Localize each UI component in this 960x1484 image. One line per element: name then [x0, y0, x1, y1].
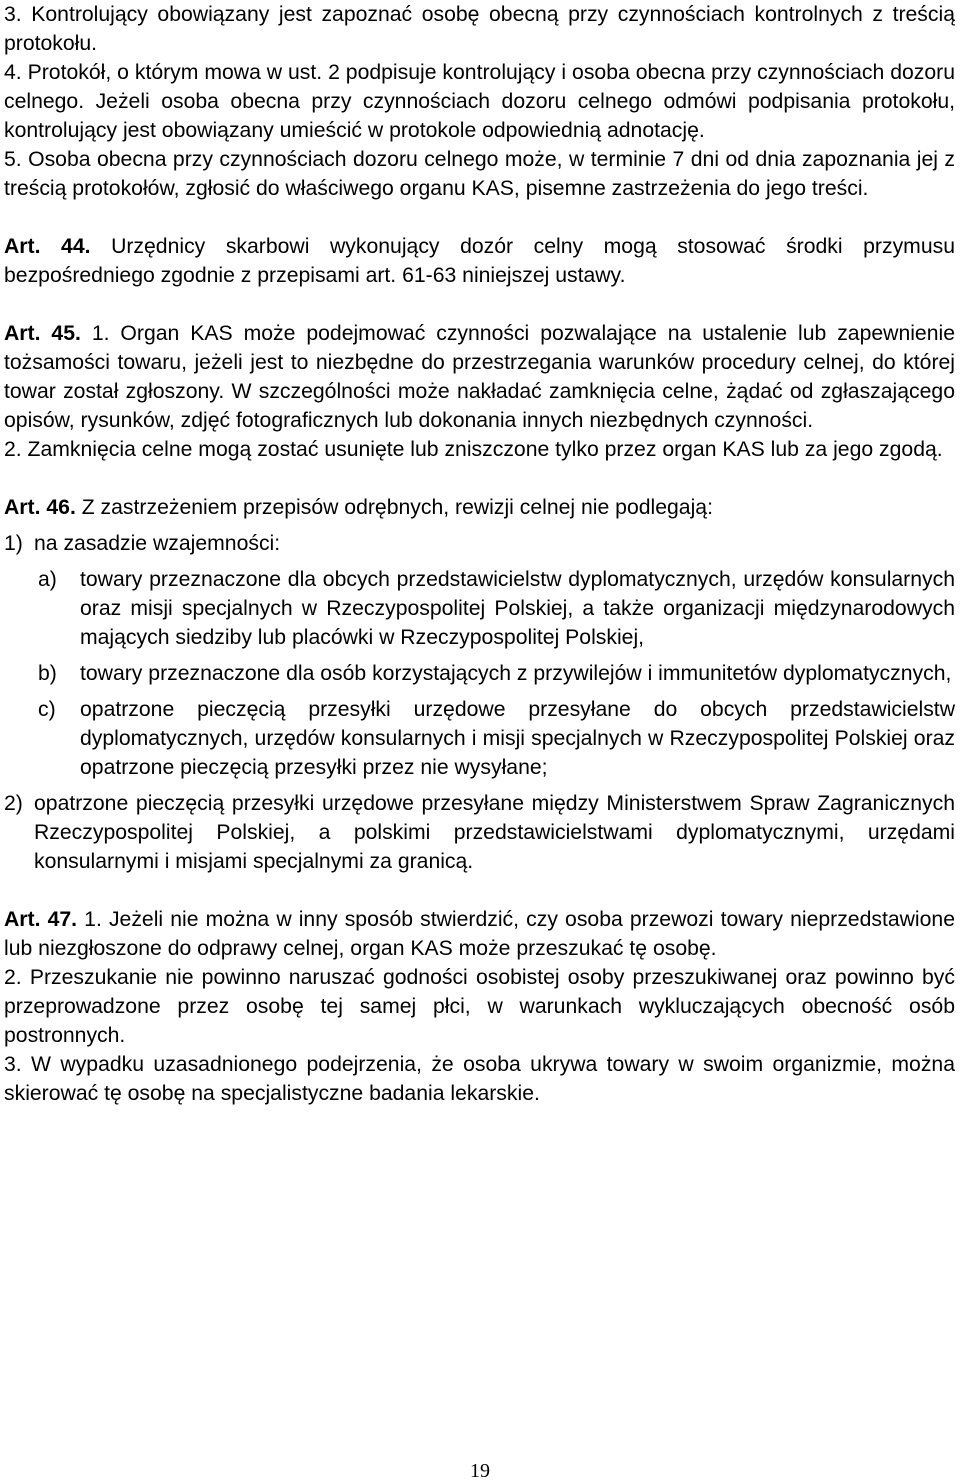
list-item-text: opatrzone pieczęcią przesyłki urzędowe przesyłane do obcych przedstawicielstw dyplomatycznych, urzędów konsularnych i misji specjalnych w Rzeczypospolitej Polskiej oraz opatrzone pieczęcią przesyłki przez nie wysyłane; — [80, 698, 955, 779]
list-item-text: towary przeznaczone dla osób korzystających z przywilejów i immunitetów dyplomatycznych, — [80, 662, 952, 685]
article-47-label: Art. 47. — [4, 908, 78, 931]
list-item-1b — [4, 659, 955, 688]
article-44-text: Urzędnicy skarbowi wykonujący dozór celny mogą stosować środki przymusu bezpośredniego zgodnie z przepisami art. 61-63 niniejszej ustawy. — [4, 235, 955, 287]
list-marker: 1) — [4, 532, 23, 555]
article-47-paragraph-3: 3. W wypadku uzasadnionego podejrzenia, że osoba ukrywa towary w swoim organizmie, można skierować tę osobę na specjalistyczne badania lekarskie. — [4, 1053, 955, 1105]
article-44 — [4, 232, 955, 290]
list-item-1 — [4, 529, 955, 558]
article-45-paragraph-2: 2. Zamknięcia celne mogą zostać usunięte lub zniszczone tylko przez organ KAS lub za jego zgodą. — [4, 438, 943, 461]
article-46-intro — [4, 493, 955, 522]
list-marker: a) — [38, 568, 57, 591]
page-number: 19 — [470, 1460, 490, 1482]
list-marker: c) — [38, 698, 56, 721]
article-47-paragraph-1 — [4, 905, 955, 963]
article-45-paragraph-1 — [4, 319, 955, 435]
document-page — [4, 0, 955, 1108]
list-item-1c — [4, 695, 955, 782]
list-item-2 — [4, 789, 955, 876]
list-marker: 2) — [4, 792, 23, 815]
article-46-label: Art. 46. — [4, 496, 76, 519]
paragraph-art43-3: 3. Kontrolujący obowiązany jest zapoznać osobę obecną przy czynnościach kontrolnych z treścią protokołu. — [4, 3, 955, 55]
paragraph-art43-5: 5. Osoba obecna przy czynnościach dozoru celnego może, w terminie 7 dni od dnia zapoznania jej z treścią protokołów, zgłosić do właściwego organu KAS, pisemne zastrzeżenia do jego treści. — [4, 148, 955, 200]
article-45-text-1: 1. Organ KAS może podejmować czynności pozwalające na ustalenie lub zapewnienie tożsamości towaru, jeżeli jest to niezbędne do przestrzegania warunków procedury celnej, do której towar został zgłoszony. W szczególności może nakładać zamknięcia celne, żądać od zgłaszającego opisów, rysunków, zdjęć fotograficznych lub dokonania innych niezbędnych czynności. — [4, 322, 955, 432]
paragraph-art43-4: 4. Protokół, o którym mowa w ust. 2 podpisuje kontrolujący i osoba obecna przy czynnościach dozoru celnego. Jeżeli osoba obecna przy czynnościach dozoru celnego odmówi podpisania protokołu, kontrolujący jest obowiązany umieścić w protokole odpowiednią adnotację. — [4, 61, 955, 142]
list-marker: b) — [38, 662, 57, 685]
article-47-text-1: 1. Jeżeli nie można w inny sposób stwierdzić, czy osoba przewozi towary nieprzedstawione lub niezgłoszone do odprawy celnej, organ KAS może przeszukać tę osobę. — [4, 908, 955, 960]
article-44-label: Art. 44. — [4, 235, 91, 258]
article-45-label: Art. 45. — [4, 322, 81, 345]
list-item-text: towary przeznaczone dla obcych przedstawicielstw dyplomatycznych, urzędów konsularnych oraz misji specjalnych w Rzeczypospolitej Polskiej, a także organizacji międzynarodowych mających siedziby lub placówki w Rzeczypospolitej Polskiej, — [80, 568, 955, 649]
list-item-1a — [4, 565, 955, 652]
list-item-text: na zasadzie wzajemności: — [34, 532, 281, 555]
article-47-paragraph-2: 2. Przeszukanie nie powinno naruszać godności osobistej osoby przeszukiwanej oraz powinno być przeprowadzone przez osobę tej samej płci, w warunkach wykluczających obecność osób postronnych. — [4, 966, 955, 1047]
list-item-text: opatrzone pieczęcią przesyłki urzędowe przesyłane między Ministerstwem Spraw Zagranicznych Rzeczypospolitej Polskiej, a polskimi przedstawicielstwami dyplomatycznymi, urzędami konsularnymi i misjami specjalnymi za granicą. — [34, 792, 955, 873]
article-46-intro-text: Z zastrzeżeniem przepisów odrębnych, rewizji celnej nie podlegają: — [75, 496, 713, 519]
